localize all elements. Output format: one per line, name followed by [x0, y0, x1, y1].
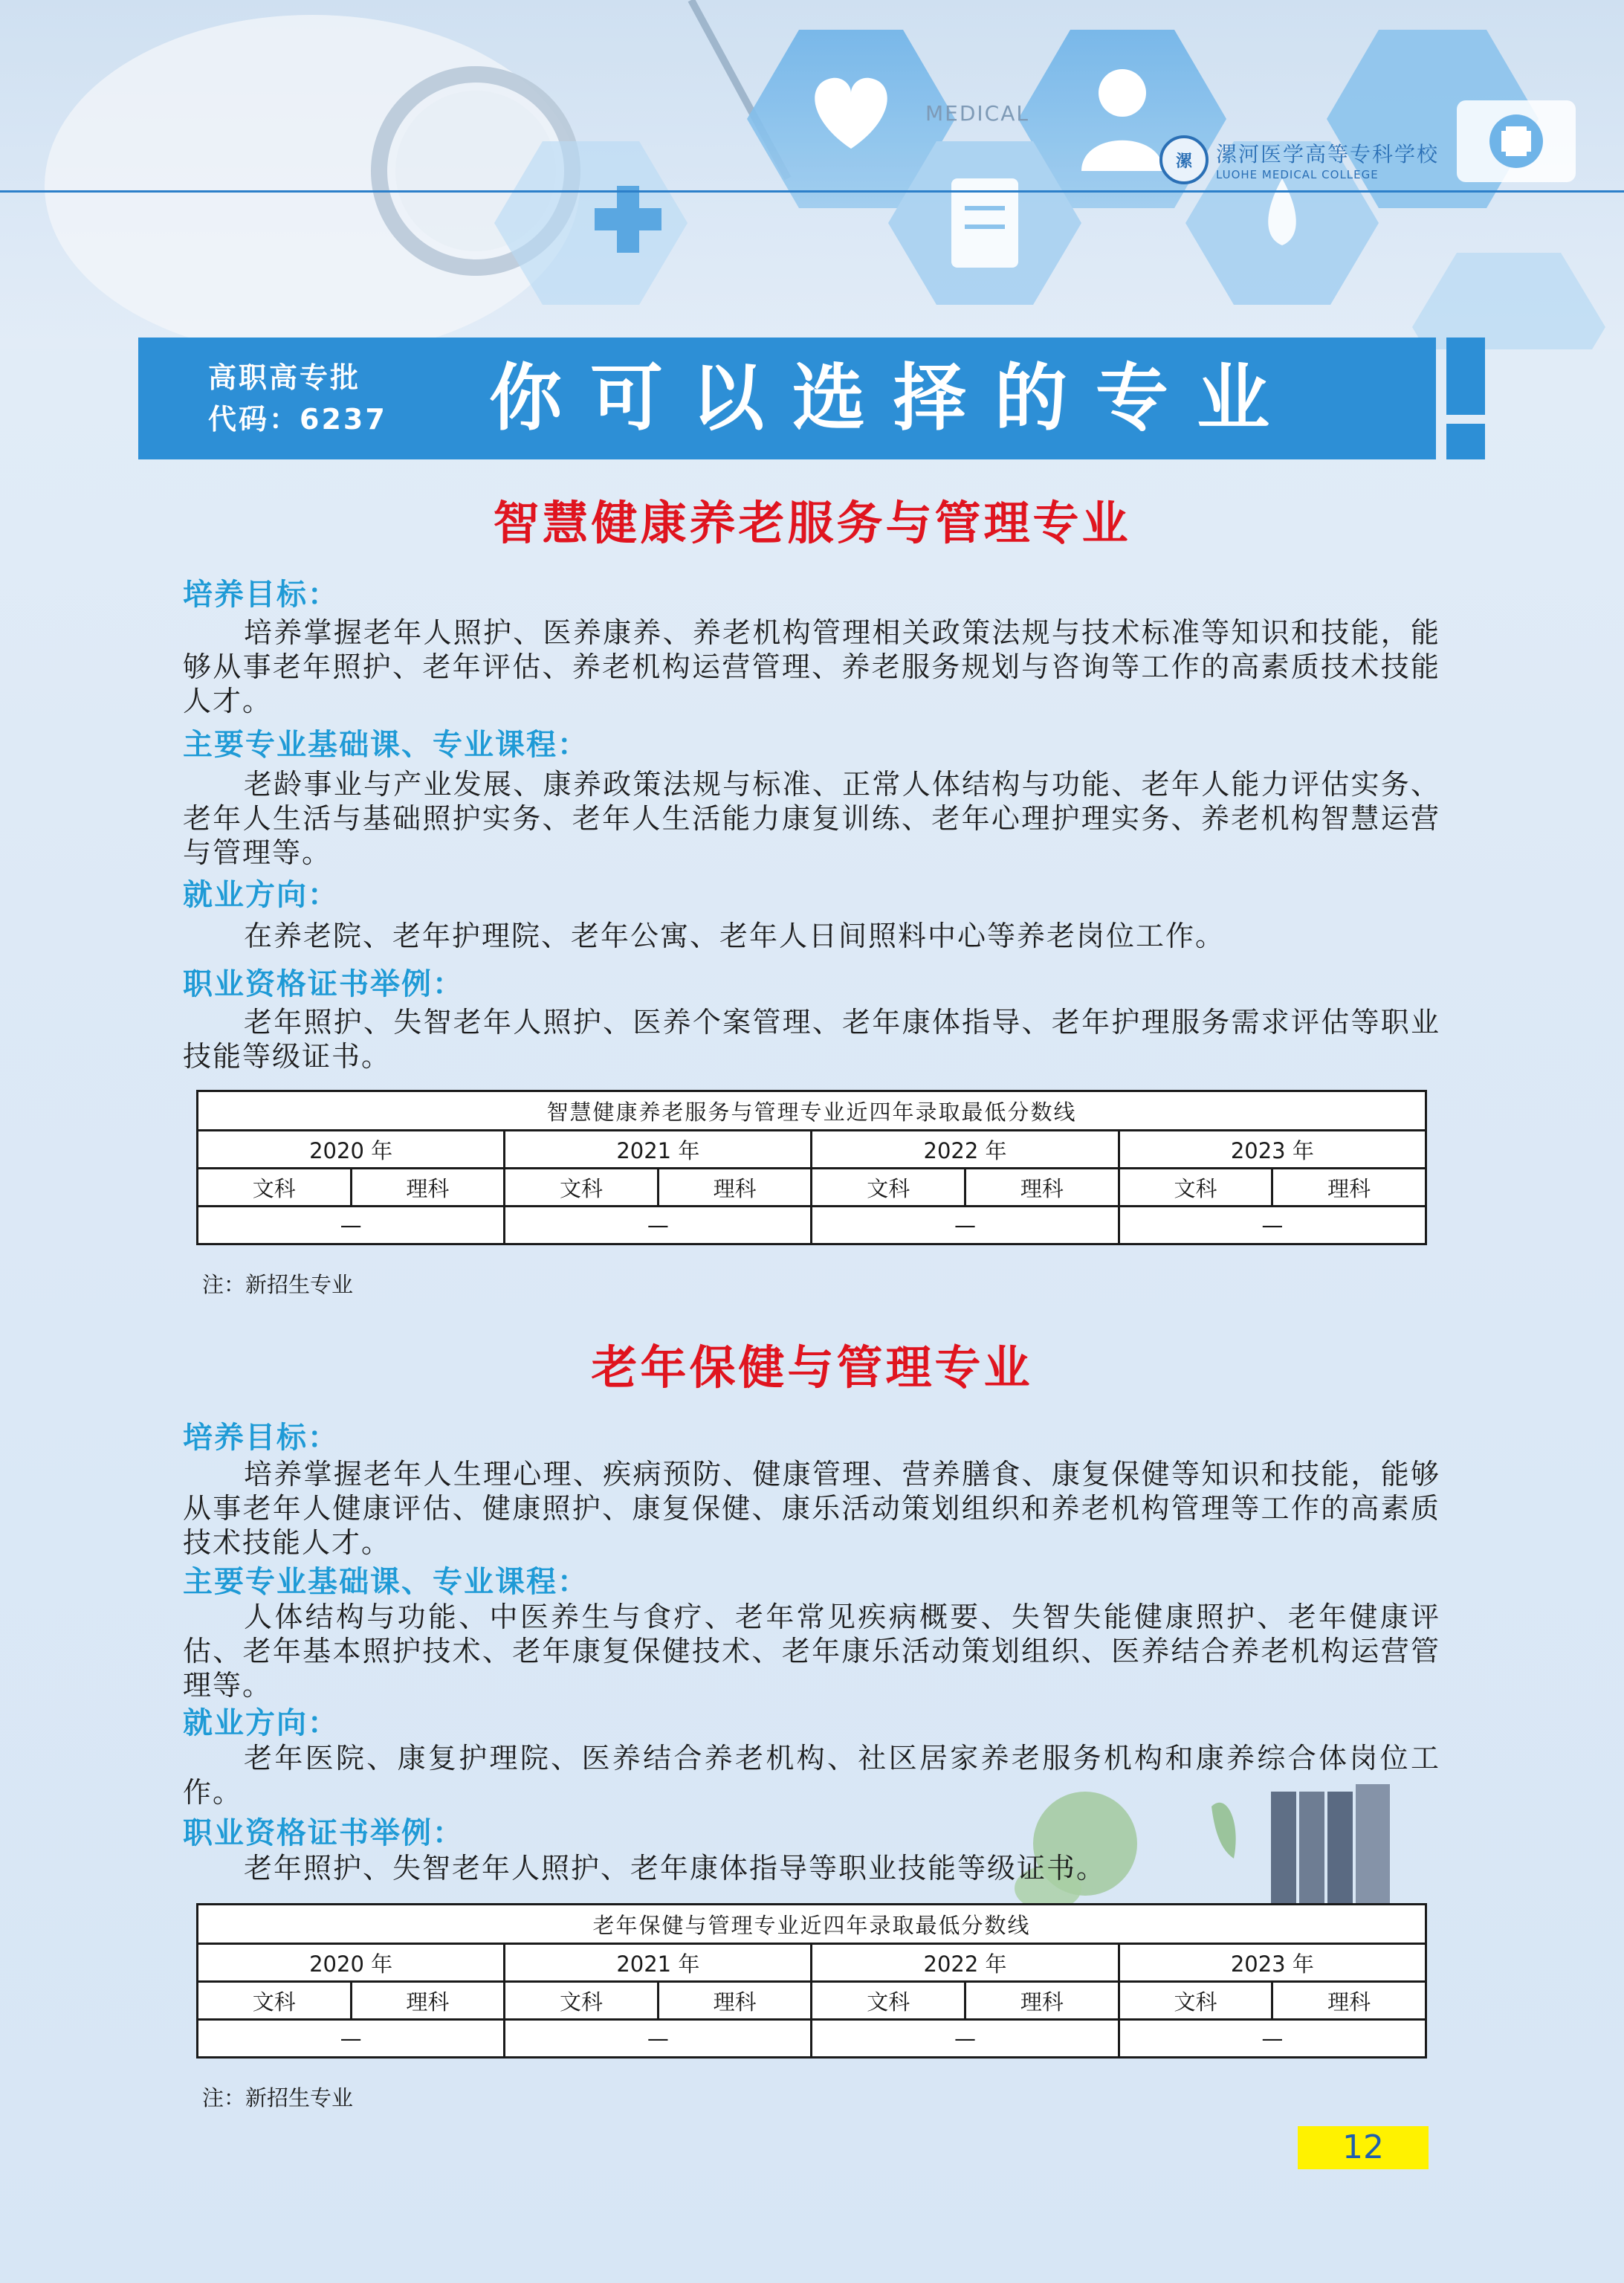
cert-text: 老年照护、失智老年人照护、医养个案管理、老年康体指导、老年护理服务需求评估等职业技能等级证书。 [183, 1006, 1440, 1073]
score-cell: — [505, 2020, 812, 2058]
major-title: 老年保健与管理专业 [591, 1340, 1033, 1395]
career-label: 就业方向： [183, 1706, 339, 1740]
batch-code: 代码：6237 [208, 403, 387, 436]
courses-text: 老龄事业与产业发展、康养政策法规与标准、正常人体结构与功能、老年人能力评估实务、老年人生活与基础照护实务、老年人生活能力康复训练、老年心理护理实务、养老机构智慧运营与管理等。 [183, 768, 1440, 869]
subject-header: 理科 [965, 1169, 1119, 1207]
title-banner [138, 338, 1436, 459]
batch-info [208, 357, 387, 440]
header-rule [0, 190, 1624, 193]
page-title: 你可以选择的专业 [489, 356, 1298, 441]
table-note: 注：新招生专业 [202, 2085, 354, 2111]
goal-text: 培养掌握老年人照护、医养康养、养老机构管理相关政策法规与技术标准等知识和技能，能够从事老年照护、老年评估、养老机构运营管理、养老服务规划与咨询等工作的高素质技术技能人才。 [183, 616, 1440, 717]
subject-header: 理科 [351, 1169, 505, 1207]
year-header: 2020 年 [198, 1131, 505, 1169]
year-header: 2020 年 [198, 1944, 505, 1982]
courses-label: 主要专业基础课、专业课程： [183, 728, 589, 762]
cert-label: 职业资格证书举例： [183, 1816, 464, 1850]
year-header: 2022 年 [812, 1131, 1119, 1169]
subject-header: 文科 [198, 1982, 352, 2020]
score-cell: — [198, 2020, 505, 2058]
subject-header: 理科 [965, 1982, 1119, 2020]
subject-header: 文科 [505, 1982, 659, 2020]
goal-label: 培养目标： [183, 1421, 339, 1455]
score-table [196, 1903, 1427, 2058]
subject-header: 文科 [812, 1982, 965, 2020]
subject-header: 理科 [658, 1169, 812, 1207]
score-cell: — [812, 1207, 1119, 1244]
subject-header: 理科 [1272, 1169, 1426, 1207]
year-header: 2021 年 [505, 1944, 812, 1982]
medical-word: MEDICAL [925, 101, 1029, 126]
goal-label: 培养目标： [183, 578, 339, 612]
college-logo [1159, 135, 1439, 184]
subject-header: 文科 [1119, 1982, 1272, 2020]
goal-text: 培养掌握老年人生理心理、疾病预防、健康管理、营养膳食、康复保健等知识和技能，能够从事老年人健康评估、健康照护、康复保健、康乐活动策划组织和养老机构管理等工作的高素质技术技能人才。 [183, 1458, 1440, 1559]
college-name-cn: 漯河医学高等专科学校 [1216, 142, 1440, 167]
year-header: 2023 年 [1119, 1944, 1426, 1982]
score-cell: — [812, 2020, 1119, 2058]
courses-label: 主要专业基础课、专业课程： [183, 1565, 589, 1599]
year-header: 2023 年 [1119, 1131, 1426, 1169]
year-header: 2022 年 [812, 1944, 1119, 1982]
cert-text: 老年照护、失智老年人照护、老年康体指导等职业技能等级证书。 [244, 1852, 1107, 1885]
career-text: 在养老院、老年护理院、老年公寓、老年人日间照料中心等养老岗位工作。 [244, 920, 1226, 952]
subject-header: 文科 [505, 1169, 659, 1207]
subject-header: 文科 [198, 1169, 352, 1207]
score-cell: — [505, 1207, 812, 1244]
subject-header: 理科 [1272, 1982, 1426, 2020]
banner-tab-decoration-small [1446, 424, 1485, 459]
score-cell: — [1119, 1207, 1426, 1244]
banner-tab-decoration [1446, 338, 1485, 415]
cert-label: 职业资格证书举例： [183, 967, 464, 1001]
score-table [196, 1090, 1427, 1245]
score-cell: — [198, 1207, 505, 1244]
subject-header: 文科 [812, 1169, 965, 1207]
college-emblem-icon: 漯 [1159, 135, 1209, 184]
career-text: 老年医院、康复护理院、医养结合养老机构、社区居家养老服务机构和康养综合体岗位工作。 [183, 1742, 1440, 1809]
career-label: 就业方向： [183, 878, 339, 912]
college-name-en: LUOHE MEDICAL COLLEGE [1216, 168, 1379, 181]
subject-header: 理科 [351, 1982, 505, 2020]
score-table-caption: 老年保健与管理专业近四年录取最低分数线 [198, 1905, 1426, 1944]
courses-text: 人体结构与功能、中医养生与食疗、老年常见疾病概要、失智失能健康照护、老年健康评估、老年基本照护技术、老年康复保健技术、老年康乐活动策划组织、医养结合养老机构运营管理等。 [183, 1601, 1440, 1702]
subject-header: 文科 [1119, 1169, 1272, 1207]
score-cell: — [1119, 2020, 1426, 2058]
subject-header: 理科 [658, 1982, 812, 2020]
score-table-caption: 智慧健康养老服务与管理专业近四年录取最低分数线 [198, 1091, 1426, 1131]
major-title: 智慧健康养老服务与管理专业 [493, 496, 1131, 550]
page-number: 12 [1298, 2126, 1429, 2169]
table-note: 注：新招生专业 [202, 1272, 354, 1297]
batch-level: 高职高专批 [208, 361, 361, 394]
year-header: 2021 年 [505, 1131, 812, 1169]
